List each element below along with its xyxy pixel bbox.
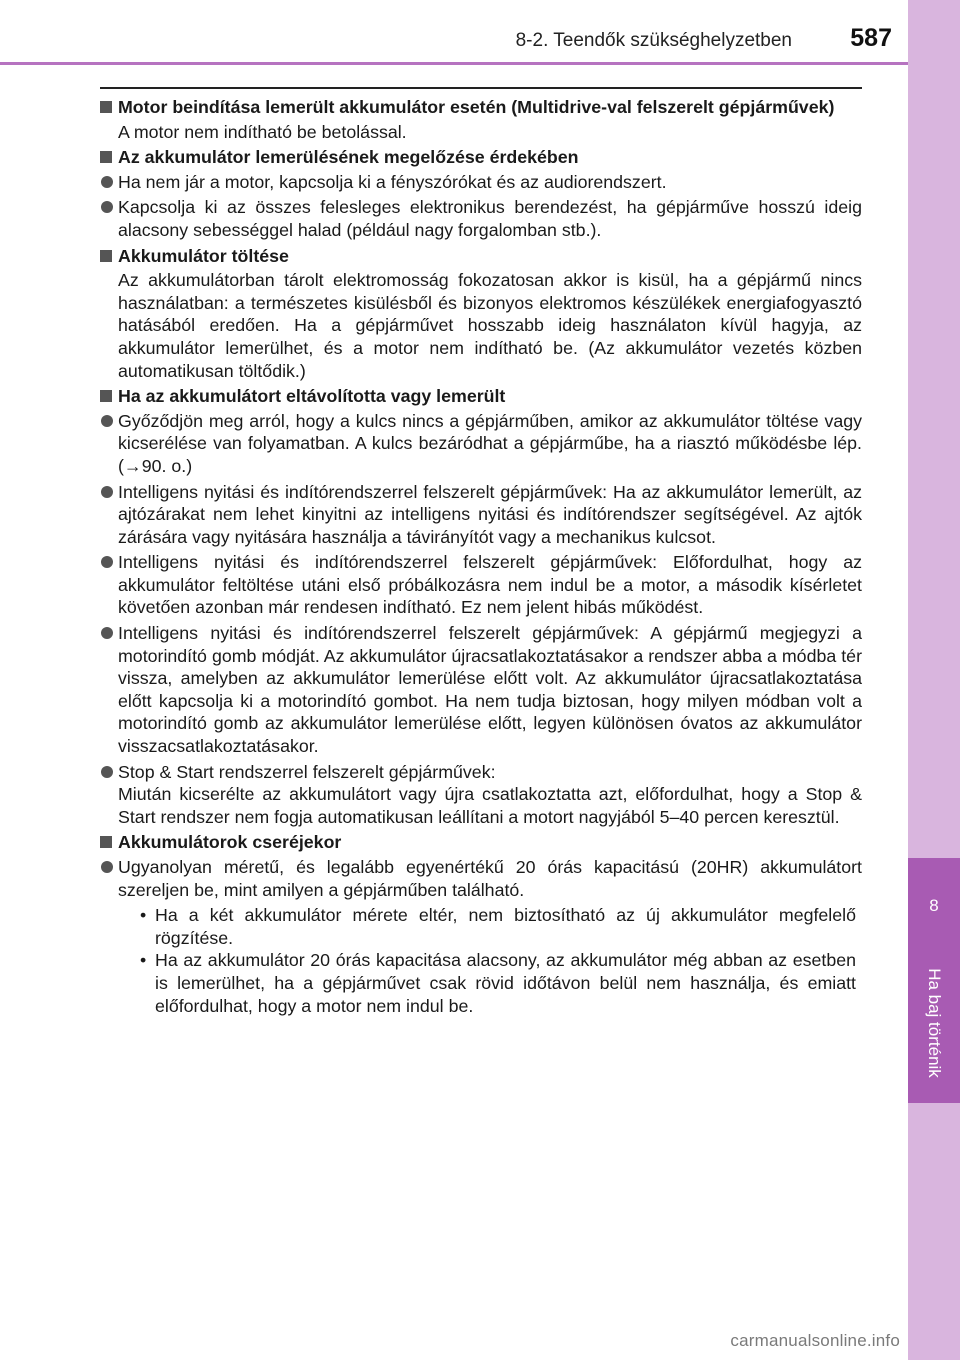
page-header — [0, 0, 960, 70]
square-bullet-icon — [100, 836, 112, 848]
square-bullet-icon — [100, 250, 112, 262]
section-replacement — [100, 831, 862, 1017]
list-item: Győződjön meg arról, hogy a kulcs nincs a gépjárműben, amikor az akkumulátor töltése vagy kicserélése van folyamatban. A kulcs bezáródhat a gépjárműbe, ha a riasztó működésbe lép. (→90. o.) — [100, 410, 862, 478]
chapter-side-tab — [908, 0, 960, 1360]
round-bullet-icon — [101, 766, 113, 778]
section-heading: Akkumulátorok cseréjekor — [100, 831, 862, 854]
section-heading: Akkumulátor töltése — [100, 245, 862, 268]
list-item: Ha nem jár a motor, kapcsolja ki a fényszórókat és az audiorendszert. — [100, 171, 862, 194]
section-title: 8-2. Teendők szükséghelyzetben — [515, 30, 792, 51]
header-rule — [0, 62, 908, 65]
round-bullet-icon — [101, 176, 113, 188]
round-bullet-icon — [101, 201, 113, 213]
watermark-text[interactable]: carmanualsonline.info — [730, 1331, 900, 1350]
round-bullet-icon — [101, 486, 113, 498]
square-bullet-icon — [100, 101, 112, 113]
round-bullet-icon — [101, 627, 113, 639]
section-paragraph: A motor nem indítható be betolással. — [118, 121, 407, 142]
section-prevent-discharge — [100, 146, 862, 241]
round-bullet-icon — [101, 415, 113, 427]
list-item: Intelligens nyitási és indítórendszerrel felszerelt gépjárművek: Ha az akkumulátor lemerült, az ajtózárakat nem lehet kinyitni az intelligens nyitási és indítórendszer segítségével. Az ajtók zárására vagy nyitására használja a távirányítót vagy a mechanikus kulcsot. — [100, 481, 862, 549]
list-item: Intelligens nyitási és indítórendszerrel felszerelt gépjárművek: Előfordulhat, hogy az akkumulátor feltöltése utáni első próbálkozásra nem indul be a motor, a második kísérletet követően azonban már rendesen indítható. Ez nem jelent hibás működést. — [100, 551, 862, 619]
list-item: Intelligens nyitási és indítórendszerrel felszerelt gépjárművek: A gépjármű megjegyzi a motorindító gomb módját. Az akkumulátor újracsatlakoztatásakor a rendszer abba a módba tér vissza, amelyben az akkumulátor lemerülése előtt volt. Az akkumulátor újracsatlakoztatása előtt kapcsolja ki a motorindító gombot. Ha nem tudja biztosan, hogy milyen módban volt a motorindító gomb az akkumulátor lemerülése előtt, legyen különösen óvatos az akkumulátor visszacsatlakoztatásakor. — [100, 622, 862, 758]
bullet-icon: • — [140, 950, 147, 971]
square-bullet-icon — [100, 390, 112, 402]
section-paragraph: Az akkumulátorban tárolt elektromosság fokozatosan akkor is kisül, ha a gépjármű nincs használatban: a természetes kisülésből és bizonyos elektromos készülékek energiafogyasztó hatásából eredően. Ha a gépjárművet hosszabb ideig használaton kívül hagyja, az akkumulátor lemerülhet, és a motor nem indítható be. (Az akkumulátor vezetés közben automatikusan töltődik.) — [118, 270, 862, 381]
section-heading: Ha az akkumulátort eltávolította vagy lemerült — [100, 385, 862, 408]
section-engine-start — [100, 96, 862, 143]
bullet-icon: • — [140, 905, 147, 926]
section-heading: Motor beindítása lemerült akkumulátor esetén (Multidrive-val felszerelt gépjárművek) — [100, 96, 862, 119]
list-item: Ugyanolyan méretű, és legalább egyenértékű 20 órás kapacitású (20HR) akkumulátort szereljen be, mint amilyen a gépjárműben található. — [100, 856, 862, 901]
section-charging — [100, 245, 862, 383]
chapter-label: Ha baj történik — [925, 968, 944, 1078]
section-removed-or-discharged — [100, 385, 862, 828]
section-heading: Az akkumulátor lemerülésének megelőzése érdekében — [100, 146, 862, 169]
round-bullet-icon — [101, 861, 113, 873]
chapter-tab-block[interactable] — [908, 858, 960, 1103]
list-item-stop-start: Stop & Start rendszerrel felszerelt gépjárművek: Miután kicserélte az akkumulátort vagy újra csatlakoztatta azt, előfordulhat, hogy a Stop & Start rendszer nem fogja automatikusan leállítani a motort nagyjából 5–40 percen keresztül. — [100, 761, 862, 829]
page-content — [100, 96, 862, 1020]
round-bullet-icon — [101, 556, 113, 568]
list-item: Kapcsolja ki az összes felesleges elektronikus berendezést, ha gépjárműve hosszú ideig alacsony sebességgel halad (például nagy forgalomban stb.). — [100, 196, 862, 241]
sub-list-item: • Ha az akkumulátor 20 órás kapacitása alacsony, az akkumulátor még abban az esetben is lemerülhet, ha a gépjárművet csak rövid időtávon belül nem használja, és emiatt előfordulhat, hogy a motor nem indul be. — [140, 950, 856, 1016]
sub-list-item: • Ha a két akkumulátor mérete eltér, nem biztosítható az új akkumulátor megfelelő rögzítése. — [140, 905, 856, 948]
chapter-number: 8 — [929, 896, 939, 915]
content-top-rule — [100, 87, 862, 89]
square-bullet-icon — [100, 151, 112, 163]
page-number: 587 — [850, 24, 892, 52]
